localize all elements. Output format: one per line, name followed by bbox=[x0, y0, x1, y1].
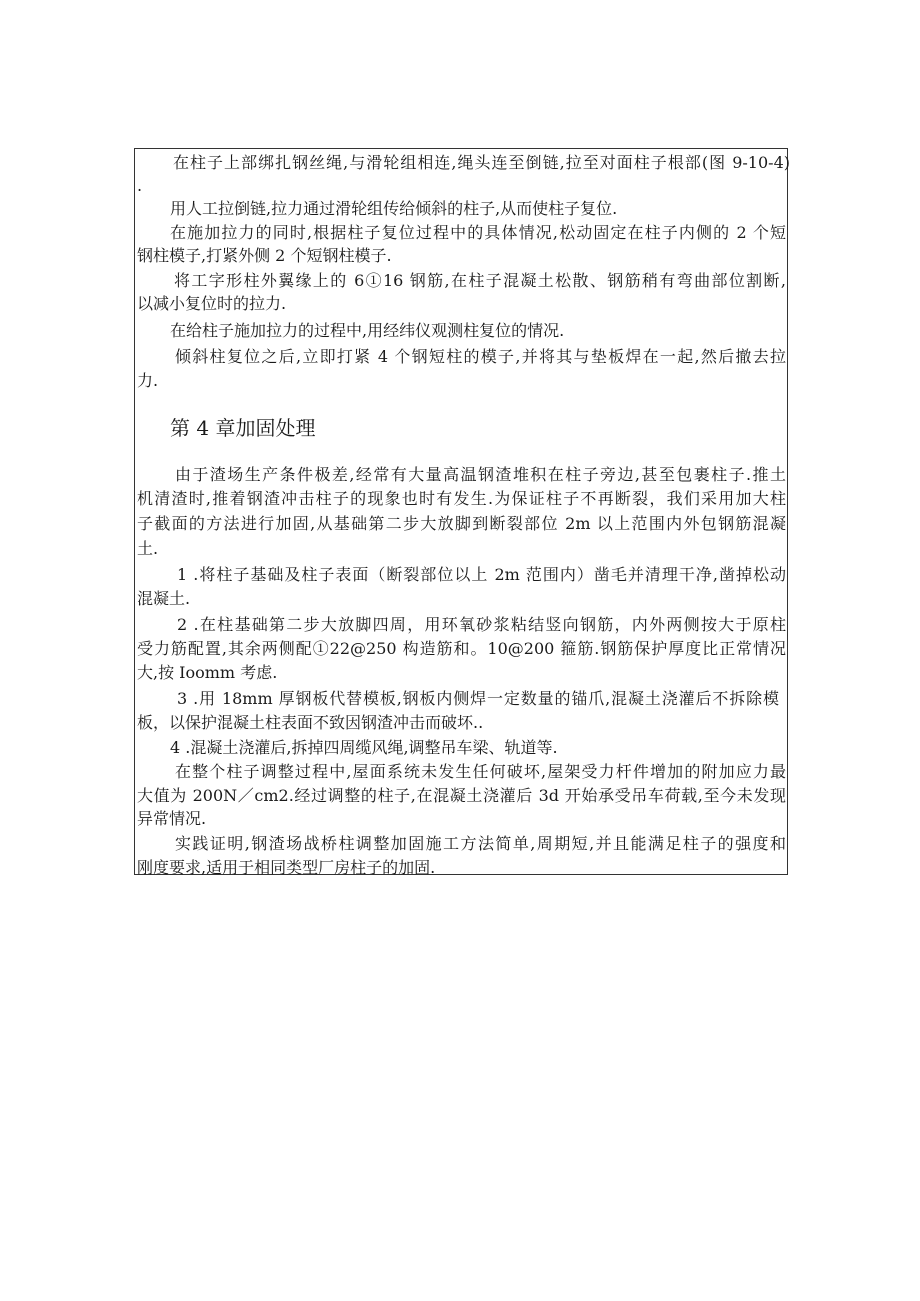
text-line: 异常情况. bbox=[137, 809, 207, 828]
text-line: 子截面的方法进行加固,从基础第二步大放脚到断裂部位 2m 以上范围内外包钢筋混凝 bbox=[137, 514, 786, 533]
text-line: . bbox=[137, 176, 143, 195]
text-line: 大值为 200N／cm2.经过调整的柱子,在混凝土浇灌后 3d 开始承受吊车荷载,至今未发现 bbox=[137, 786, 786, 805]
text-line: 将工字形柱外翼缘上的 6①16 钢筋,在柱子混凝土松散、钢筋稍有弯曲部位割断, bbox=[174, 271, 786, 290]
text-line: 由于渣场生产条件极差,经常有大量高温钢渣堆积在柱子旁边,甚至包裹柱子.推土 bbox=[175, 465, 786, 484]
section-heading: 第 4 章加固处理 bbox=[170, 416, 316, 440]
text-line: 3 .用 18mm 厚钢板代替模板,钢板内侧焊一定数量的锚爪,混凝土浇灌后不拆除模 bbox=[177, 689, 779, 708]
text-line: 倾斜柱复位之后,立即打紧 4 个钢短柱的模子,并将其与垫板焊在一起,然后撤去拉 bbox=[175, 347, 786, 366]
text-line: 在给柱子施加拉力的过程中,用经纬仪观测柱复位的情况. bbox=[170, 321, 565, 340]
text-line: 2 .在柱基础第二步大放脚四周，用环氧砂浆粘结竖向钢筋，内外两侧按大于原柱 bbox=[177, 615, 786, 634]
text-line: 机清渣时,推着钢渣冲击柱子的现象也时有发生.为保证柱子不再断裂，我们采用加大柱 bbox=[137, 489, 786, 508]
text-line: 以减小复位时的拉力. bbox=[137, 294, 287, 313]
text-line: 力. bbox=[137, 371, 159, 390]
text-line: 4 .混凝土浇灌后,拆掉四周缆风绳,调整吊车梁、轨道等. bbox=[170, 738, 558, 757]
text-line: 受力筋配置,其余两侧配①22@250 构造筋和。10@200 箍筋.钢筋保护厚度比正常情况 bbox=[137, 639, 786, 658]
text-line: 在柱子上部绑扎钢丝绳,与滑轮组相连,绳头连至倒链,拉至对面柱子根部(图 9-10-4) bbox=[173, 153, 790, 172]
text-line: 在施加拉力的同时,根据柱子复位过程中的具体情况,松动固定在柱子内侧的 2 个短 bbox=[170, 223, 786, 242]
text-line: 板，以保护混凝土柱表面不致因钢渣冲击而破坏.. bbox=[137, 713, 484, 732]
text-line: 刚度要求,适用于相同类型厂房柱子的加固. bbox=[137, 858, 436, 877]
text-line: 实践证明,钢渣场战桥柱调整加固施工方法简单,周期短,并且能满足柱子的强度和 bbox=[175, 834, 786, 853]
text-line: 土. bbox=[137, 539, 159, 558]
text-line: 混凝土. bbox=[137, 589, 191, 608]
text-line: 1 .将柱子基础及柱子表面（断裂部位以上 2m 范围内）凿毛并清理干净,凿掉松动 bbox=[177, 565, 786, 584]
text-line: 用人工拉倒链,拉力通过滑轮组传给倾斜的柱子,从而使柱子复位. bbox=[170, 199, 618, 218]
text-line: 在整个柱子调整过程中,屋面系统未发生任何破坏,屋架受力杆件增加的附加应力最 bbox=[175, 762, 786, 781]
text-line: 钢柱模子,打紧外侧 2 个短钢柱模子. bbox=[137, 246, 392, 265]
text-line: 大,按 Ioomm 考虑. bbox=[137, 663, 278, 682]
